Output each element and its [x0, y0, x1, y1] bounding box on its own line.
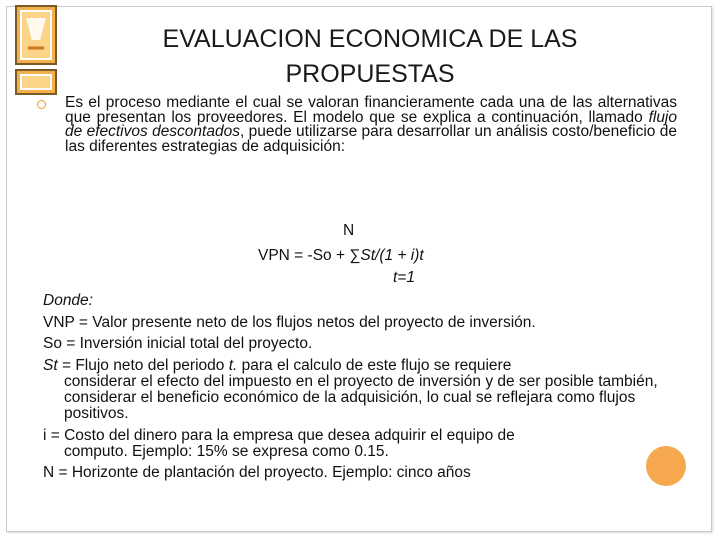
definitions-heading: Donde: — [43, 292, 93, 309]
formula-expression — [258, 247, 424, 265]
intro-text-after: , puede utilizarse para desarrollar un análisis costo/beneficio de las diferentes estrategias de adquisición: — [65, 123, 677, 156]
definition-n: N = Horizonte de plantación del proyecto. Ejemplo: cinco años — [43, 463, 471, 481]
formula-upper-limit: N — [343, 222, 355, 239]
intro-paragraph — [65, 96, 677, 155]
decorative-logo-icon — [14, 4, 58, 98]
definition-st-continuation: considerar el efecto del impuesto en el proyecto de inversión y de ser posible también, considerar el beneficio económico de la adquisición, lo cual se reflejara como flujos positivos. — [64, 372, 658, 422]
bullet-circle-icon — [37, 100, 46, 109]
st-text-1: = Flujo neto del periodo — [57, 356, 229, 374]
definition-i-continuation: computo. Ejemplo: 15% se expresa como 0.15. — [64, 442, 389, 460]
definition-so: So = Inversión inicial total del proyecto. — [43, 335, 313, 352]
intro-emphasis: flujo de efectivos descontados — [65, 108, 677, 141]
slide-title: EVALUACION ECONOMICA DE LAS PROPUESTAS — [162, 25, 578, 88]
decorative-circle — [646, 446, 686, 486]
definitions-list — [43, 290, 668, 483]
st-symbol: St — [43, 356, 58, 374]
intro-text-before: Es el proceso mediante el cual se valoran financieramente cada una de las alternativas que presentan los proveedores. El modelo que se explica a continuación, llamado — [65, 94, 677, 126]
st-t-symbol: t. — [228, 356, 238, 374]
formula-lower-limit: t=1 — [393, 269, 415, 286]
definition-vnp: VNP = Valor presente neto de los flujos netos del proyecto de inversión. — [43, 313, 536, 331]
st-text-2: para el calculo de este flujo se requiere — [237, 356, 512, 374]
definition-i: i = Costo del dinero para la empresa que desea adquirir el equipo de — [43, 426, 515, 444]
definition-st — [43, 358, 668, 374]
formula-lhs: VPN = -So + ∑ — [258, 247, 361, 264]
formula-rhs: St/(1 + i)t — [360, 247, 424, 264]
